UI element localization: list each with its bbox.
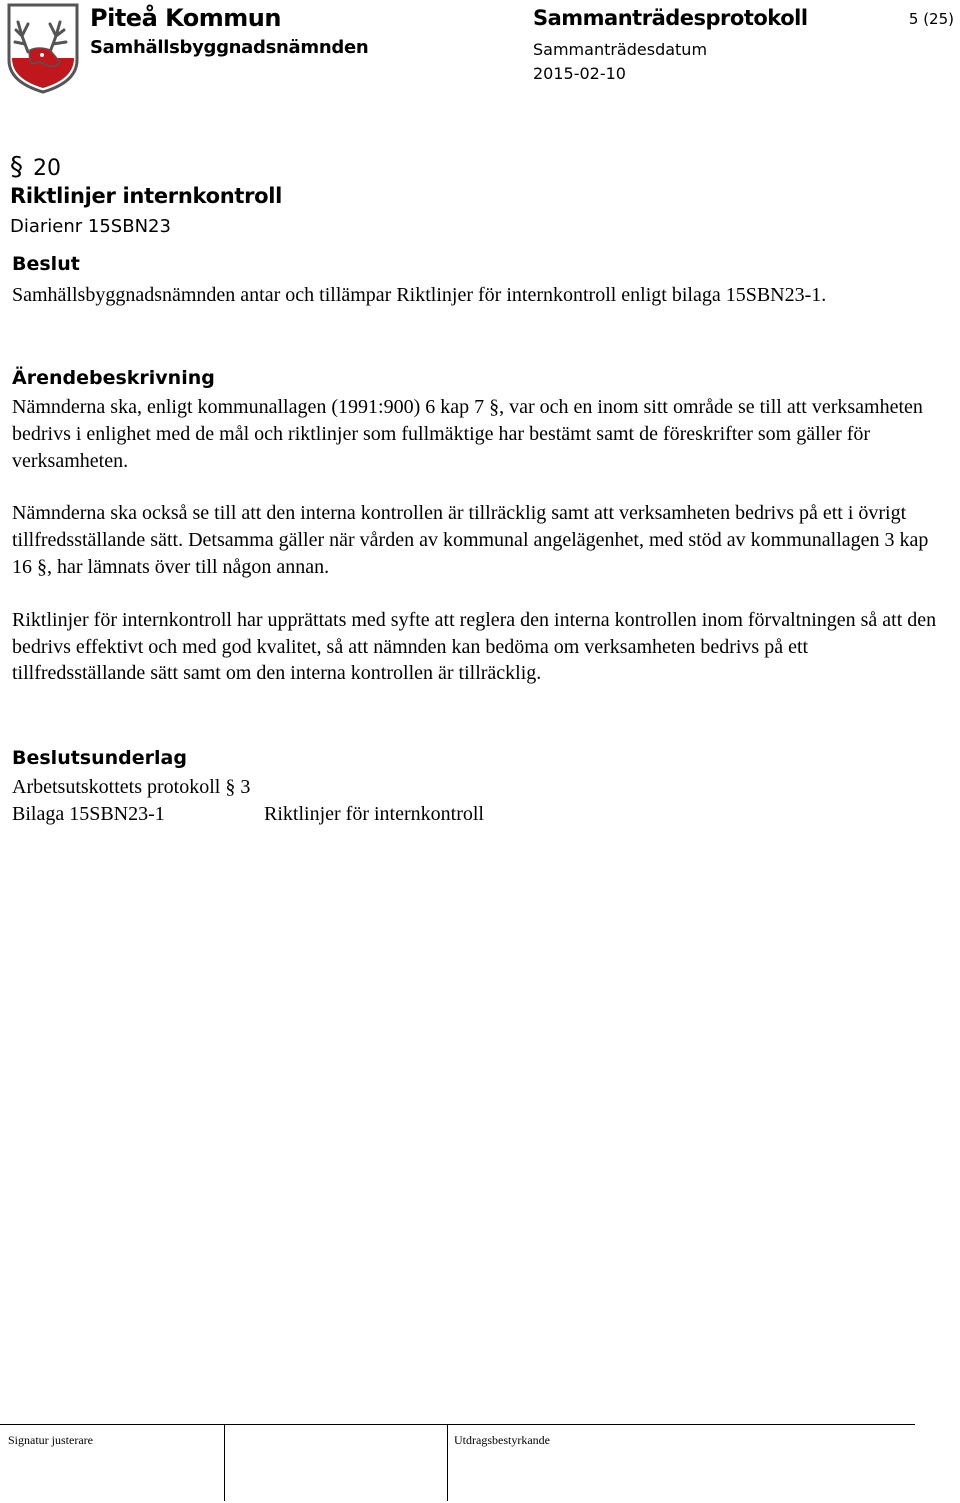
paragraph-sign: §	[10, 152, 23, 182]
description-heading: Ärendebeskrivning	[12, 367, 215, 389]
basis-heading: Beslutsunderlag	[12, 747, 187, 769]
paragraph-heading	[10, 152, 61, 182]
basis-row	[12, 801, 942, 828]
signature-footer	[0, 1424, 915, 1501]
footer-divider	[447, 1425, 448, 1501]
meeting-date: 2015-02-10	[533, 64, 626, 83]
footer-divider	[224, 1425, 225, 1501]
basis-section	[12, 745, 942, 828]
description-paragraph: Riktlinjer för internkontroll har upprättats med syfte att reglera den interna kontrollen inom förvaltningen så att den bedrivs effektivt och med god kvalitet, så att nämnden kan bedöma om verksamheten bedrivs på ett tillfredsställande sätt samt om den interna kontrollen är tillräcklig.	[12, 608, 937, 685]
committee-name: Samhällsbyggnadsnämnden	[90, 37, 369, 58]
paragraph-number: 20	[33, 156, 61, 181]
description-section	[12, 365, 942, 687]
description-paragraph: Nämnderna ska också se till att den interna kontrollen är tillräcklig samt att verksamheten bedrivs på ett i övrigt tillfredsställande sätt. Detsamma gäller när vården av kommunal angelägenhet, med stöd av kommunallagen 3 kap 16 §, har lämnats över till någon annan.	[12, 502, 929, 578]
signature-label: Signatur justerare	[8, 1433, 93, 1447]
basis-row	[12, 774, 942, 801]
basis-item-description: Riktlinjer för internkontroll	[264, 802, 484, 825]
section-title: Riktlinjer internkontroll	[10, 184, 283, 208]
decision-heading: Beslut	[12, 253, 80, 275]
reindeer-crest-icon	[6, 2, 80, 94]
basis-item: Bilaga 15SBN23-1	[12, 802, 165, 825]
diary-number: Diarienr 15SBN23	[10, 216, 171, 237]
meeting-date-label: Sammanträdesdatum	[533, 40, 708, 59]
document-type: Sammanträdesprotokoll	[533, 6, 808, 30]
description-paragraph: Nämnderna ska, enligt kommunallagen (1991:900) 6 kap 7 §, var och en inom sitt område se till att verksamheten bedrivs i enlighet med de mål och riktlinjer som fullmäktige har bestämt samt de föreskrifter som gäller för verksamheten.	[12, 396, 923, 472]
extract-certification-label: Utdragsbestyrkande	[454, 1433, 550, 1447]
decision-text: Samhällsbyggnadsnämnden antar och tillämpar Riktlinjer för internkontroll enligt bilaga 15SBN23-1.	[12, 284, 827, 306]
decision-section	[12, 251, 942, 309]
page-number: 5 (25)	[908, 10, 954, 28]
organization-name: Piteå Kommun	[90, 4, 281, 32]
basis-item: Arbetsutskottets protokoll § 3	[12, 776, 251, 798]
